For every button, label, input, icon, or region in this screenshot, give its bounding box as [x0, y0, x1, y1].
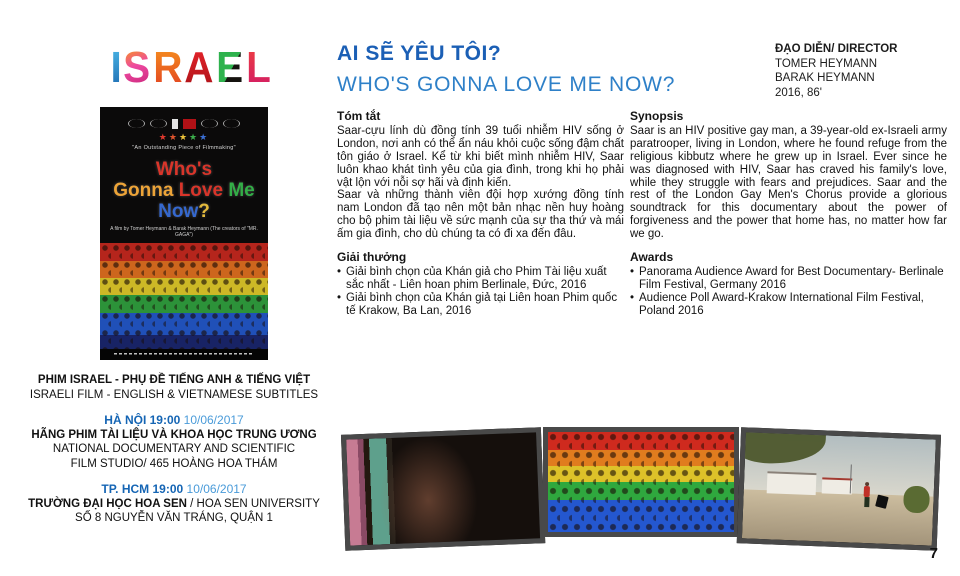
director-label: ĐẠO DIỄN/ DIRECTOR [775, 43, 898, 55]
screening-date: 10/06/2017 [183, 413, 244, 427]
laurel-icon [201, 119, 218, 128]
award-item: • Panorama Audience Award for Best Documentary- Berlinale Film Festival, Germany 2016 [630, 266, 947, 292]
berlinale-bear-icon [172, 119, 178, 129]
hanoi-venue-address: FILM STUDIO/ 465 HOÀNG HOA THÁM [70, 457, 278, 470]
synopsis-heading: Synopsis [630, 109, 684, 123]
hanoi-screening-time [0, 413, 348, 428]
logo-letter: E [216, 43, 244, 92]
summary-vi-heading: Tóm tắt [337, 109, 381, 123]
star-icon: ★ [189, 132, 200, 142]
building-shape [822, 478, 853, 495]
hcm-venue [0, 497, 348, 512]
summary-column-vietnamese [337, 110, 624, 318]
hanoi-venue-english: NATIONAL DOCUMENTARY AND SCIENTIFIC [52, 443, 296, 455]
star-icon: ★ [178, 132, 190, 142]
logo-letter: R [152, 43, 183, 92]
poster-title-word: Gonna [113, 180, 174, 201]
poster-title-word: Me [228, 180, 255, 201]
film-still-strip [343, 420, 939, 552]
poster-title [113, 159, 255, 222]
awards-en-heading: Awards [630, 250, 674, 265]
poster-quote: "An Outstanding Piece of Filmmaking" [132, 145, 236, 151]
star-icon: ★ [199, 132, 210, 142]
award-item: • Giải bình chọn của Khán giả tại Liên hoan Phim quốc tế Krakow, Ba Lan, 2016 [337, 292, 624, 318]
person-body [863, 485, 869, 496]
laurel-icon [223, 119, 240, 128]
film-title-english: WHO'S GONNA LOVE ME NOW? [337, 73, 676, 96]
page-number: 7 [929, 545, 938, 562]
director-name: BARAK HEYMANN [775, 72, 875, 84]
year-runtime: 2016, 86' [775, 86, 822, 99]
film-still-rainbow-choir [543, 427, 739, 537]
hcm-venue-address: SỐ 8 NGUYỄN VĂN TRÁNG, QUẬN 1 [75, 512, 273, 524]
synopsis-paragraph: Saar is an HIV positive gay man, a 39-year-old ex-Israeli army paratrooper, living in London, where he found refuge from the religious kibbutz where he grew up in Israel. Ever since he was diagnosed with HIV, Saar has craved his family's love, while they struggle with fears and prejudices. Saar and the rest of the London Gay Men's Chorus provide a glorious soundtrack for this documentary about the power of forgiveness and the power that home has, no matter how far we go. [630, 124, 947, 241]
poster-title-word: Who's [155, 159, 213, 180]
star-icon: ★ [168, 132, 179, 142]
subtitle-note-english: ISRAELI FILM - ENGLISH & VIETNAMESE SUBTITLES [29, 388, 319, 401]
hcm-venue-english: / HOA SEN UNIVERSITY [186, 497, 320, 510]
laurel-icon [150, 119, 167, 128]
poster-choir-photo [100, 243, 268, 349]
hcm-screening-time [0, 482, 348, 497]
poster-credit-line: A film by Tomer Heymann & Barak Heymann (The creators of "MR. GAGA") [110, 226, 258, 238]
film-still-man-profile [341, 427, 545, 551]
person-figure [863, 481, 871, 507]
director-name: TOMER HEYMANN [775, 57, 878, 70]
logo-letter: A [184, 43, 214, 92]
logo-letter: L [245, 43, 271, 92]
awards-vi-heading: Giải thưởng [337, 250, 407, 265]
laurel-icon [128, 119, 145, 128]
poster-title-word: Now [158, 201, 199, 222]
director-block [775, 42, 950, 100]
city-time: TP. HCM 19:00 [101, 482, 184, 496]
poster-title-word: ? [198, 201, 210, 222]
poster-billing-block [100, 349, 268, 360]
award-item: • Audience Poll Award-Krakow International Film Festival, Poland 2016 [630, 292, 947, 318]
summary-vi-paragraph: Saar và những thành viên đội hợp xướng đồng tính nam London đã tạo nên một bản nhạc nền huy hoàng cho bộ phim tài liệu về sức mạnh của sự tha thứ và mái ấm gia đình, cho dù chúng ta có đi xa đến đâu. [337, 189, 624, 241]
film-still-kibbutz-scene [737, 427, 941, 551]
award-item: • Giải bình chọn của Khán giả cho Phim Tài liệu xuất sắc nhất - Liên hoan phim Berlinale, Đức, 2016 [337, 266, 624, 292]
subtitle-note-vietnamese: PHIM ISRAEL - PHỤ ĐỀ TIẾNG ANH & TIẾNG VIỆT [37, 374, 311, 386]
berlinale-red-badge [183, 119, 196, 129]
movie-poster [100, 107, 268, 360]
screening-date: 10/06/2017 [186, 482, 247, 496]
building-shape [766, 471, 816, 495]
logo-letter: S [123, 43, 151, 92]
person-legs [864, 496, 869, 506]
summary-vi-paragraph: Saar-cựu lính dù đồng tính 39 tuổi nhiễm HIV sống ở London, nơi anh có thể ẩn náu khỏi cuộc sống đậm chất tôn giáo ở Israel. Kể từ khi biết mình nhiễm HIV, Saar luôn khao khát tình yêu của gia đình, trong khi họ phải vật lộn với nỗi sợ hãi và định kiến. [337, 124, 624, 189]
synopsis-column-english [630, 110, 947, 318]
logo-letter: I [110, 43, 122, 92]
star-icon: ★ [158, 132, 169, 142]
hanoi-venue-vietnamese: HÃNG PHIM TÀI LIỆU VÀ KHOA HỌC TRUNG ƯƠNG [31, 428, 317, 441]
poster-title-word: Love [178, 180, 224, 201]
israel-logo [110, 40, 280, 92]
city-time: HÀ NỘI 19:00 [104, 413, 181, 427]
hcm-venue-vietnamese: TRƯỜNG ĐẠI HỌC HOA SEN [28, 497, 187, 510]
poster-star-rating [159, 133, 209, 142]
festival-laurels [128, 118, 240, 129]
screening-info [0, 373, 348, 526]
film-title-vietnamese: AI SẼ YÊU TÔI? [337, 42, 502, 65]
page-title [337, 42, 777, 97]
